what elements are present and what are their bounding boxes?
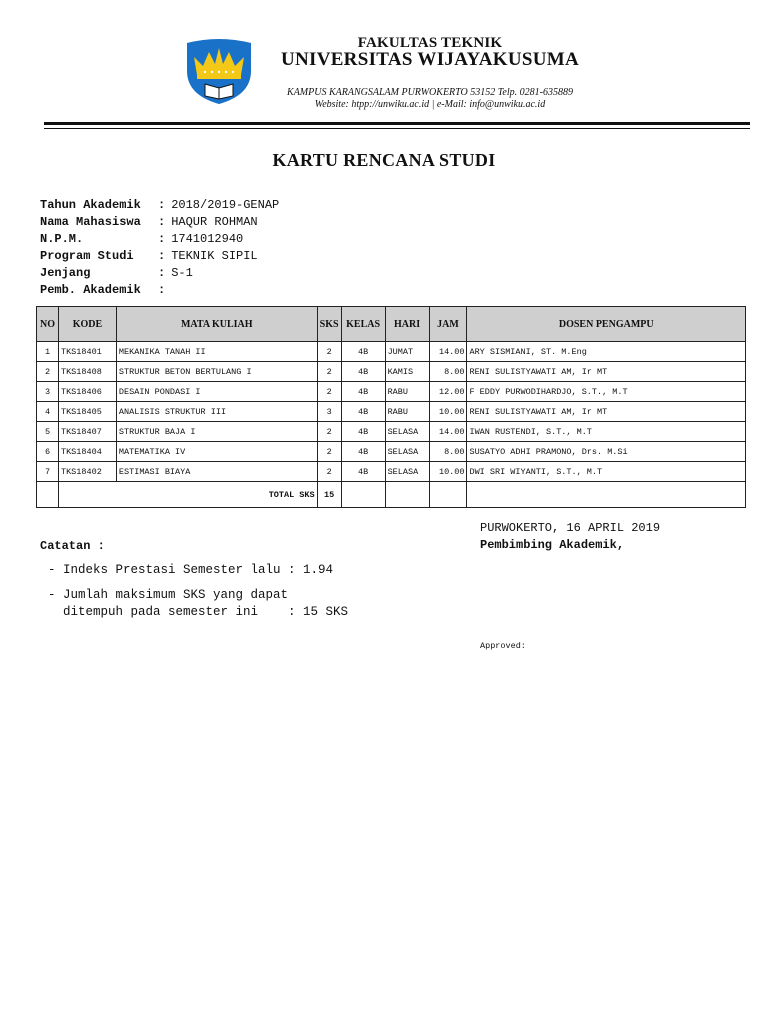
approved-label: Approved: — [480, 641, 526, 651]
cell-mata-kuliah: MATEMATIKA IV — [116, 442, 317, 462]
cell-hari: KAMIS — [385, 362, 429, 382]
cell-kode: TKS18408 — [58, 362, 116, 382]
faculty-name: FAKULTAS TEKNIK — [357, 35, 503, 51]
info-row-nama-mahasiswa: Nama Mahasiswa : HAQUR ROHMAN — [40, 215, 258, 229]
cell-empty — [467, 482, 746, 508]
cell-sks: 2 — [317, 382, 341, 402]
cell-dosen: SUSATYO ADHI PRAMONO, Drs. M.Si — [467, 442, 746, 462]
header-rule-thick — [44, 122, 750, 125]
info-label: Jenjang — [40, 266, 91, 280]
table-row — [37, 362, 746, 382]
cell-kode: TKS18405 — [58, 402, 116, 422]
info-row-program-studi: Program Studi : TEKNIK SIPIL — [40, 249, 258, 263]
info-value: S-1 — [171, 266, 193, 280]
cell-sks: 3 — [317, 402, 341, 422]
total-sks-label: TOTAL SKS — [58, 482, 317, 508]
cell-mata-kuliah: STRUKTUR BETON BERTULANG I — [116, 362, 317, 382]
cell-kelas: 4B — [341, 362, 385, 382]
info-label: Nama Mahasiswa — [40, 215, 141, 229]
cell-no: 5 — [37, 422, 59, 442]
cell-mata-kuliah: ANALISIS STRUKTUR III — [116, 402, 317, 422]
sign-place-date: PURWOKERTO, 16 APRIL 2019 — [480, 521, 661, 535]
cell-empty — [385, 482, 429, 508]
cell-kode: TKS18406 — [58, 382, 116, 402]
note-max-line2: ditempuh pada semester ini : 15 SKS — [48, 605, 349, 619]
cell-sks: 2 — [317, 422, 341, 442]
table-row — [37, 342, 746, 362]
cell-dosen: DWI SRI WIYANTI, S.T., M.T — [467, 462, 746, 482]
cell-kelas: 4B — [341, 422, 385, 442]
cell-dosen: RENI SULISTYAWATI AM, Ir MT — [467, 402, 746, 422]
table-row — [37, 442, 746, 462]
cell-kelas: 4B — [341, 462, 385, 482]
cell-empty — [37, 482, 59, 508]
col-header-mata-kuliah: MATA KULIAH — [116, 307, 317, 342]
cell-kode: TKS18407 — [58, 422, 116, 442]
cell-empty — [341, 482, 385, 508]
table-total-row — [37, 482, 746, 508]
cell-hari: RABU — [385, 402, 429, 422]
note-ip: - Indeks Prestasi Semester lalu : 1.94 — [48, 563, 334, 577]
cell-dosen: F EDDY PURWODIHARDJO, S.T., M.T — [467, 382, 746, 402]
cell-kode: TKS18402 — [58, 462, 116, 482]
cell-no: 7 — [37, 462, 59, 482]
cell-jam: 8.00 — [429, 362, 467, 382]
col-header-jam: JAM — [429, 307, 467, 342]
col-header-dosen: DOSEN PENGAMPU — [467, 307, 746, 342]
total-sks-value: 15 — [317, 482, 341, 508]
col-header-hari: HARI — [385, 307, 429, 342]
sign-title: Pembimbing Akademik, — [480, 538, 625, 552]
info-row-npm: N.P.M. : 1741012940 — [40, 232, 244, 246]
note-max-line1: - Jumlah maksimum SKS yang dapat — [48, 588, 289, 602]
note-max-sks — [48, 587, 348, 621]
cell-mata-kuliah: DESAIN PONDASI I — [116, 382, 317, 402]
cell-hari: JUMAT — [385, 342, 429, 362]
university-logo — [183, 37, 255, 105]
cell-mata-kuliah: MEKANIKA TANAH II — [116, 342, 317, 362]
info-label: Program Studi — [40, 249, 134, 263]
col-header-no: NO — [37, 307, 59, 342]
cell-kelas: 4B — [341, 382, 385, 402]
cell-kode: TKS18404 — [58, 442, 116, 462]
cell-jam: 10.00 — [429, 462, 467, 482]
cell-jam: 14.00 — [429, 342, 467, 362]
col-header-kelas: KELAS — [341, 307, 385, 342]
table-header-row — [37, 307, 746, 342]
info-value: 1741012940 — [171, 232, 244, 246]
cell-mata-kuliah: ESTIMASI BIAYA — [116, 462, 317, 482]
info-label: Pemb. Akademik — [40, 283, 141, 297]
cell-jam: 8.00 — [429, 442, 467, 462]
campus-address: KAMPUS KARANGSALAM PURWOKERTO 53152 Telp. 0281-635889 — [287, 87, 573, 98]
cell-hari: SELASA — [385, 422, 429, 442]
cell-dosen: RENI SULISTYAWATI AM, Ir MT — [467, 362, 746, 382]
col-header-kode: KODE — [58, 307, 116, 342]
website-email: Website: htpp://unwiku.ac.id | e-Mail: info@unwiku.ac.id — [314, 99, 546, 110]
cell-mata-kuliah: STRUKTUR BAJA I — [116, 422, 317, 442]
cell-hari: RABU — [385, 382, 429, 402]
notes-heading: Catatan : — [40, 539, 105, 553]
cell-sks: 2 — [317, 362, 341, 382]
cell-hari: SELASA — [385, 462, 429, 482]
cell-no: 2 — [37, 362, 59, 382]
cell-no: 6 — [37, 442, 59, 462]
info-row-jenjang: Jenjang : S-1 — [40, 266, 193, 280]
cell-no: 3 — [37, 382, 59, 402]
cell-dosen: IWAN RUSTENDI, S.T., M.T — [467, 422, 746, 442]
cell-kelas: 4B — [341, 342, 385, 362]
info-value: 2018/2019-GENAP — [171, 198, 280, 212]
info-value: HAQUR ROHMAN — [171, 215, 258, 229]
student-info — [40, 197, 279, 299]
info-label: N.P.M. — [40, 232, 84, 246]
header-rule-thin — [44, 128, 750, 129]
cell-dosen: ARY SISMIANI, ST. M.Eng — [467, 342, 746, 362]
document-title: KARTU RENCANA STUDI — [272, 150, 496, 170]
cell-jam: 10.00 — [429, 402, 467, 422]
logo-crown-band — [197, 75, 241, 79]
table-row — [37, 382, 746, 402]
cell-kelas: 4B — [341, 402, 385, 422]
cell-no: 4 — [37, 402, 59, 422]
cell-kelas: 4B — [341, 442, 385, 462]
info-label: Tahun Akademik — [40, 198, 141, 212]
cell-sks: 2 — [317, 442, 341, 462]
cell-jam: 12.00 — [429, 382, 467, 402]
course-table — [36, 306, 746, 508]
table-row — [37, 462, 746, 482]
info-row-pemb-akademik: Pemb. Akademik : — [40, 283, 166, 297]
info-row-tahun-akademik: Tahun Akademik : 2018/2019-GENAP — [40, 198, 280, 212]
cell-sks: 2 — [317, 342, 341, 362]
cell-hari: SELASA — [385, 442, 429, 462]
col-header-sks: SKS — [317, 307, 341, 342]
table-row — [37, 422, 746, 442]
cell-no: 1 — [37, 342, 59, 362]
cell-empty — [429, 482, 467, 508]
cell-kode: TKS18401 — [58, 342, 116, 362]
info-value: TEKNIK SIPIL — [171, 249, 258, 263]
cell-sks: 2 — [317, 462, 341, 482]
table-row — [37, 402, 746, 422]
cell-jam: 14.00 — [429, 422, 467, 442]
university-name: UNIVERSITAS WIJAYAKUSUMA — [280, 49, 580, 70]
